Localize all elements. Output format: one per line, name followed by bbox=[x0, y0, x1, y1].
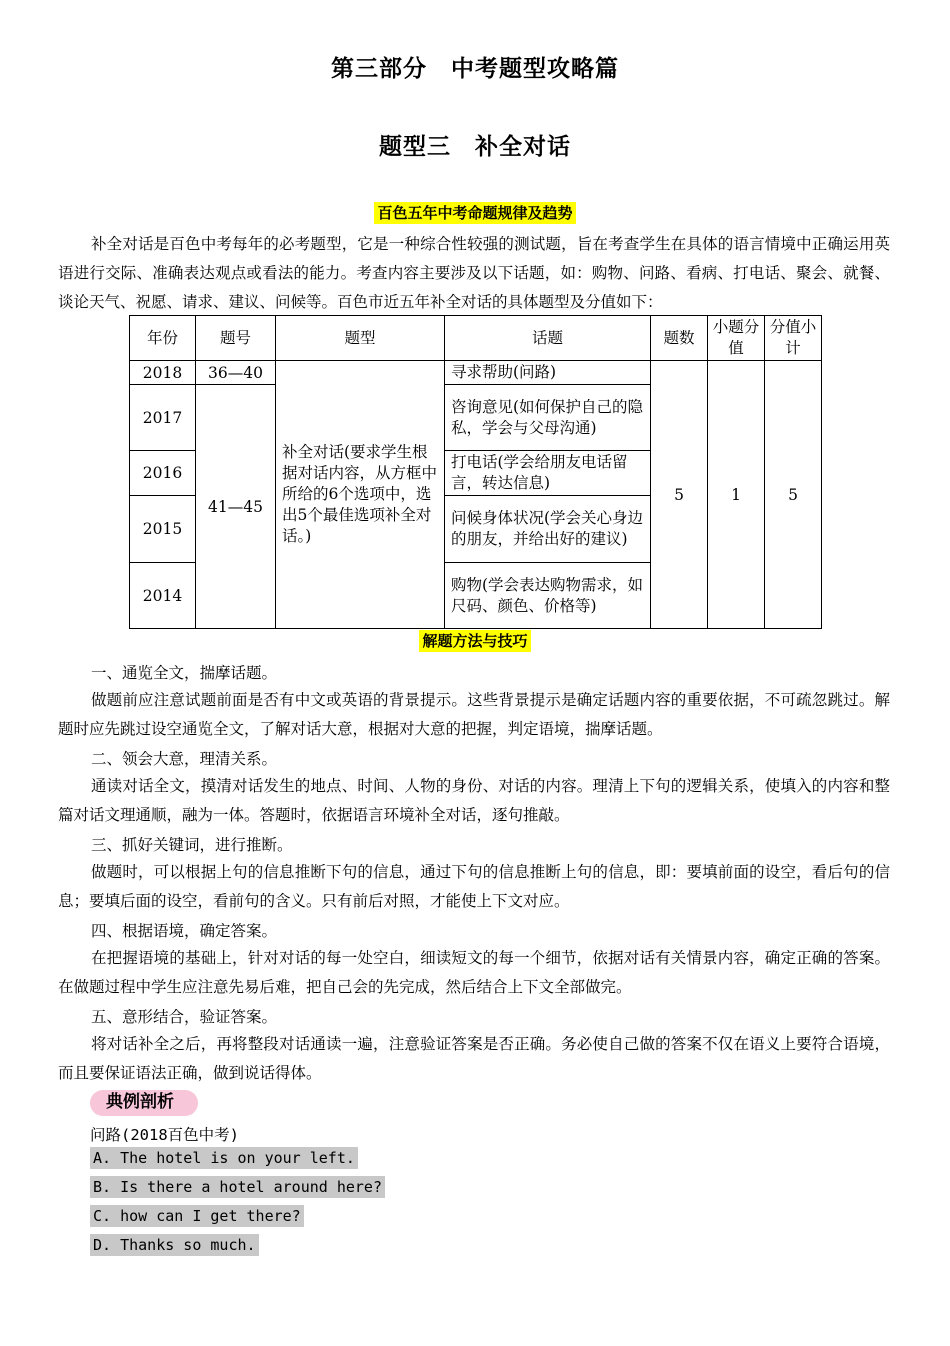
total-cell: 5 bbox=[765, 361, 822, 629]
topic-cell: 咨询意见(如何保护自己的隐私，学会与父母沟通) bbox=[445, 385, 651, 451]
topic-cell: 寻求帮助(问路) bbox=[445, 361, 651, 385]
step-body: 在把握语境的基础上，针对对话的每一处空白，细读短文的每一个细节，依据对话有关情景内容，确定正确的答案。在做题过程中学生应注意先易后难，把自己会的先完成，然后结合上下文全部做完。 bbox=[58, 949, 890, 996]
header-type: 题型 bbox=[276, 316, 445, 361]
step-body: 做题前应注意试题前面是否有中文或英语的背景提示。这些背景提示是确定话题内容的重要依据，不可疏忽跳过。解题时应先跳过设空通览全文，了解对话大意，根据对大意的把握，判定语境，揣摩话题。 bbox=[58, 691, 890, 738]
step-body: 将对话补全之后，再将整段对话通读一遍，注意验证答案是否正确。务必使自己做的答案不仅在语义上要符合语境，而且要保证语法正确，做到说话得体。 bbox=[58, 1035, 890, 1082]
method-title: 解题方法与技巧 bbox=[419, 630, 530, 652]
each-cell: 1 bbox=[708, 361, 765, 629]
example-title: 问路(2018百色中考) bbox=[90, 1126, 239, 1144]
year-cell: 2015 bbox=[130, 496, 196, 563]
step-heading: 一、通览全文，揣摩话题。 bbox=[91, 664, 278, 682]
number-cell: 36—40 bbox=[196, 361, 276, 385]
step-heading: 三、抓好关键词，进行推断。 bbox=[91, 836, 293, 854]
part-title: 第三部分 中考题型攻略篇 bbox=[331, 55, 619, 82]
number-cell: 41—45 bbox=[196, 385, 276, 629]
option-c: C. how can I get there? bbox=[90, 1205, 304, 1227]
option-b: B. Is there a hotel around here? bbox=[90, 1176, 385, 1198]
year-cell: 2016 bbox=[130, 451, 196, 496]
type-title: 题型三 补全对话 bbox=[379, 133, 571, 160]
topic-cell: 购物(学会表达购物需求，如尺码、颜色、价格等) bbox=[445, 563, 651, 629]
method-section-heading bbox=[0, 630, 950, 651]
header-total: 分值小计 bbox=[765, 316, 822, 361]
topic-cell: 打电话(学会给朋友电话留言，转达信息) bbox=[445, 451, 651, 496]
step-heading: 二、领会大意，理清关系。 bbox=[91, 750, 278, 768]
option-a: A. The hotel is on your left. bbox=[90, 1147, 358, 1169]
count-cell: 5 bbox=[651, 361, 708, 629]
year-cell: 2014 bbox=[130, 563, 196, 629]
intro-paragraph: 补全对话是百色中考每年的必考题型，它是一种综合性较强的测试题，旨在考查学生在具体的语言情境中正确运用英语进行交际、准确表达观点或看法的能力。考查内容主要涉及以下话题，如：购物、问路、看病、打电话、聚会、就餐、谈论天气、祝愿、请求、建议、问候等。百色市近五年补全对话的具体题型及分值如下： bbox=[58, 235, 890, 311]
step-body: 做题时，可以根据上句的信息推断下句的信息，通过下句的信息推断上句的信息，即：要填前面的设空，看后句的信息；要填后面的设空，看前句的含义。只有前后对照，才能使上下文对应。 bbox=[58, 863, 890, 910]
header-each: 小题分值 bbox=[708, 316, 765, 361]
example-badge-label: 典例剖析 bbox=[106, 1092, 174, 1112]
year-cell: 2018 bbox=[130, 361, 196, 385]
trend-section-heading bbox=[0, 202, 950, 223]
step-body: 通读对话全文，摸清对话发生的地点、时间、人物的身份、对话的内容。理清上下句的逻辑关系，使填入的内容和整篇对话文理通顺，融为一体。答题时，依据语言环境补全对话，逐句推敲。 bbox=[58, 777, 890, 824]
table-row bbox=[130, 361, 822, 385]
trend-title: 百色五年中考命题规律及趋势 bbox=[374, 202, 575, 224]
score-table bbox=[129, 315, 822, 629]
step-heading: 四、根据语境，确定答案。 bbox=[91, 922, 278, 940]
table-header-row bbox=[130, 316, 822, 361]
example-badge bbox=[90, 1090, 198, 1116]
type-cell: 补全对话(要求学生根据对话内容，从方框中所给的6个选项中，选出5个最佳选项补全对话。) bbox=[276, 361, 445, 629]
header-number: 题号 bbox=[196, 316, 276, 361]
step-heading: 五、意形结合，验证答案。 bbox=[91, 1008, 278, 1026]
option-d: D. Thanks so much. bbox=[90, 1234, 259, 1256]
header-count: 题数 bbox=[651, 316, 708, 361]
topic-cell: 问候身体状况(学会关心身边的朋友，并给出好的建议) bbox=[445, 496, 651, 563]
header-topic: 话题 bbox=[445, 316, 651, 361]
header-year: 年份 bbox=[130, 316, 196, 361]
year-cell: 2017 bbox=[130, 385, 196, 451]
